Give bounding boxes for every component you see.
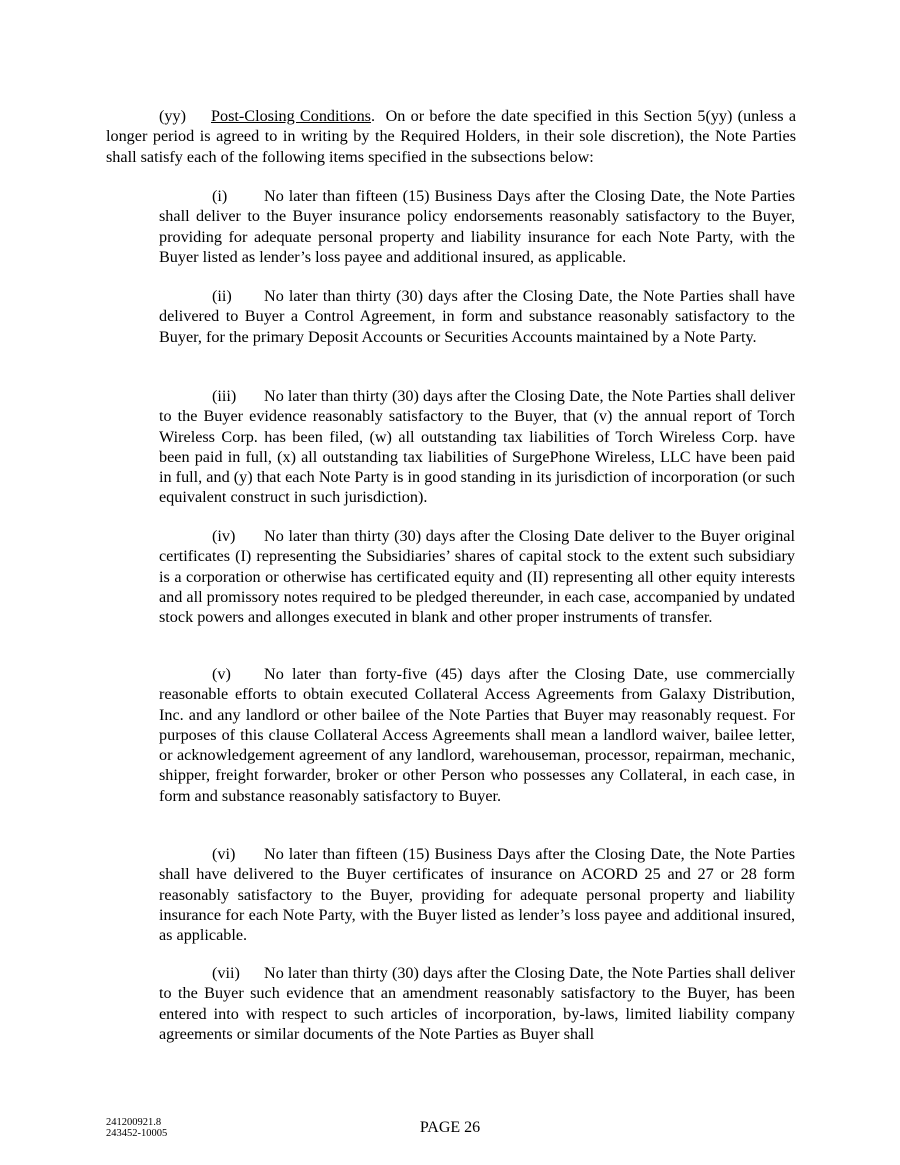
subsection-ii (159, 286, 795, 347)
subsection-text: No later than thirty (30) days after the Closing Date, the Note Parties shall have delivered to Buyer a Control Agreement, in form and substance reasonably satisfactory to the Buyer, for the primary Deposit Accounts or Securities Accounts maintained by a Note Party. (159, 287, 795, 346)
section-title-period: . (371, 107, 376, 125)
footer-doc-id-line2: 243452-10005 (106, 1128, 168, 1139)
subsection-text: No later than thirty (30) days after the Closing Date deliver to the Buyer original certificates (I) representing the Subsidiaries’ shares of capital stock to the extent such subsidiary is a corporation or otherwise has certificated equity and (II) representing all other equity interests and all promissory notes required to be pledged thereunder, in each case, accompanied by undated stock powers and allonges executed in blank and other proper instruments of transfer. (159, 527, 795, 627)
subsection-vi (159, 844, 795, 945)
subsection-number: (iii) (212, 387, 237, 405)
section-intro-text: On or before the date specified in this Section 5(yy) (unless a longer period is agreed to in writing by the Required Holders, in their sole discretion), the Note Parties shall satisfy each of the following items specified in the subsections below: (106, 107, 796, 166)
subsection-iii (159, 386, 795, 508)
subsection-v (159, 664, 795, 806)
subsection-number: (ii) (212, 287, 232, 305)
subsection-vii (159, 963, 795, 1044)
subsection-text: No later than thirty (30) days after the Closing Date, the Note Parties shall deliver to the Buyer evidence reasonably satisfactory to the Buyer, that (v) the annual report of Torch Wireless Corp. has been filed, (w) all outstanding tax liabilities of Torch Wireless Corp. have been paid in full, (x) all outstanding tax liabilities of SurgePhone Wireless, LLC have been paid in full, and (y) that each Note Party is in good standing in its jurisdiction of incorporation (or such equivalent construct in such jurisdiction). (159, 387, 795, 507)
subsection-text: No later than fifteen (15) Business Days after the Closing Date, the Note Parties shall deliver to the Buyer insurance policy endorsements reasonably satisfactory to the Buyer, providing for adequate personal property and liability insurance for each Note Party, with the Buyer listed as lender’s loss payee and additional insured, as applicable. (159, 187, 795, 266)
section-title: Post-Closing Conditions (211, 107, 371, 125)
subsection-number: (iv) (212, 527, 236, 545)
subsection-number: (vii) (212, 964, 240, 982)
section-number: (yy) (159, 107, 186, 125)
footer-doc-id-line1: 241200921.8 (106, 1117, 162, 1128)
subsection-i (159, 186, 795, 267)
subsection-text: No later than forty-five (45) days after the Closing Date, use commercially reasonable efforts to obtain executed Collateral Access Agreements from Galaxy Distribution, Inc. and any landlord or other bailee of the Note Parties that Buyer may reasonably request. For purposes of this clause Collateral Access Agreements shall mean a landlord waiver, bailee letter, or acknowledgement agreement of any landlord, warehouseman, processor, repairman, mechanic, shipper, freight forwarder, broker or other Person who possesses any Collateral, in each case, in form and substance reasonably satisfactory to Buyer. (159, 665, 795, 805)
subsection-number: (vi) (212, 845, 236, 863)
section-yy-paragraph (106, 106, 796, 167)
subsection-text: No later than fifteen (15) Business Days after the Closing Date, the Note Parties shall have delivered to the Buyer certificates of insurance on ACORD 25 and 27 or 28 form reasonably satisfactory to the Buyer, providing for adequate personal property and liability insurance for each Note Party, with the Buyer listed as lender’s loss payee and additional insured, as applicable. (159, 845, 795, 945)
subsection-text: No later than thirty (30) days after the Closing Date, the Note Parties shall deliver to the Buyer such evidence that an amendment reasonably satisfactory to the Buyer, has been entered into with respect to such articles of incorporation, by-laws, limited liability company agreements or similar documents of the Note Parties as Buyer shall (159, 964, 795, 1043)
subsection-iv (159, 526, 795, 627)
subsection-number: (v) (212, 665, 231, 683)
page-number: PAGE 26 (419, 1119, 481, 1136)
subsection-number: (i) (212, 187, 228, 205)
